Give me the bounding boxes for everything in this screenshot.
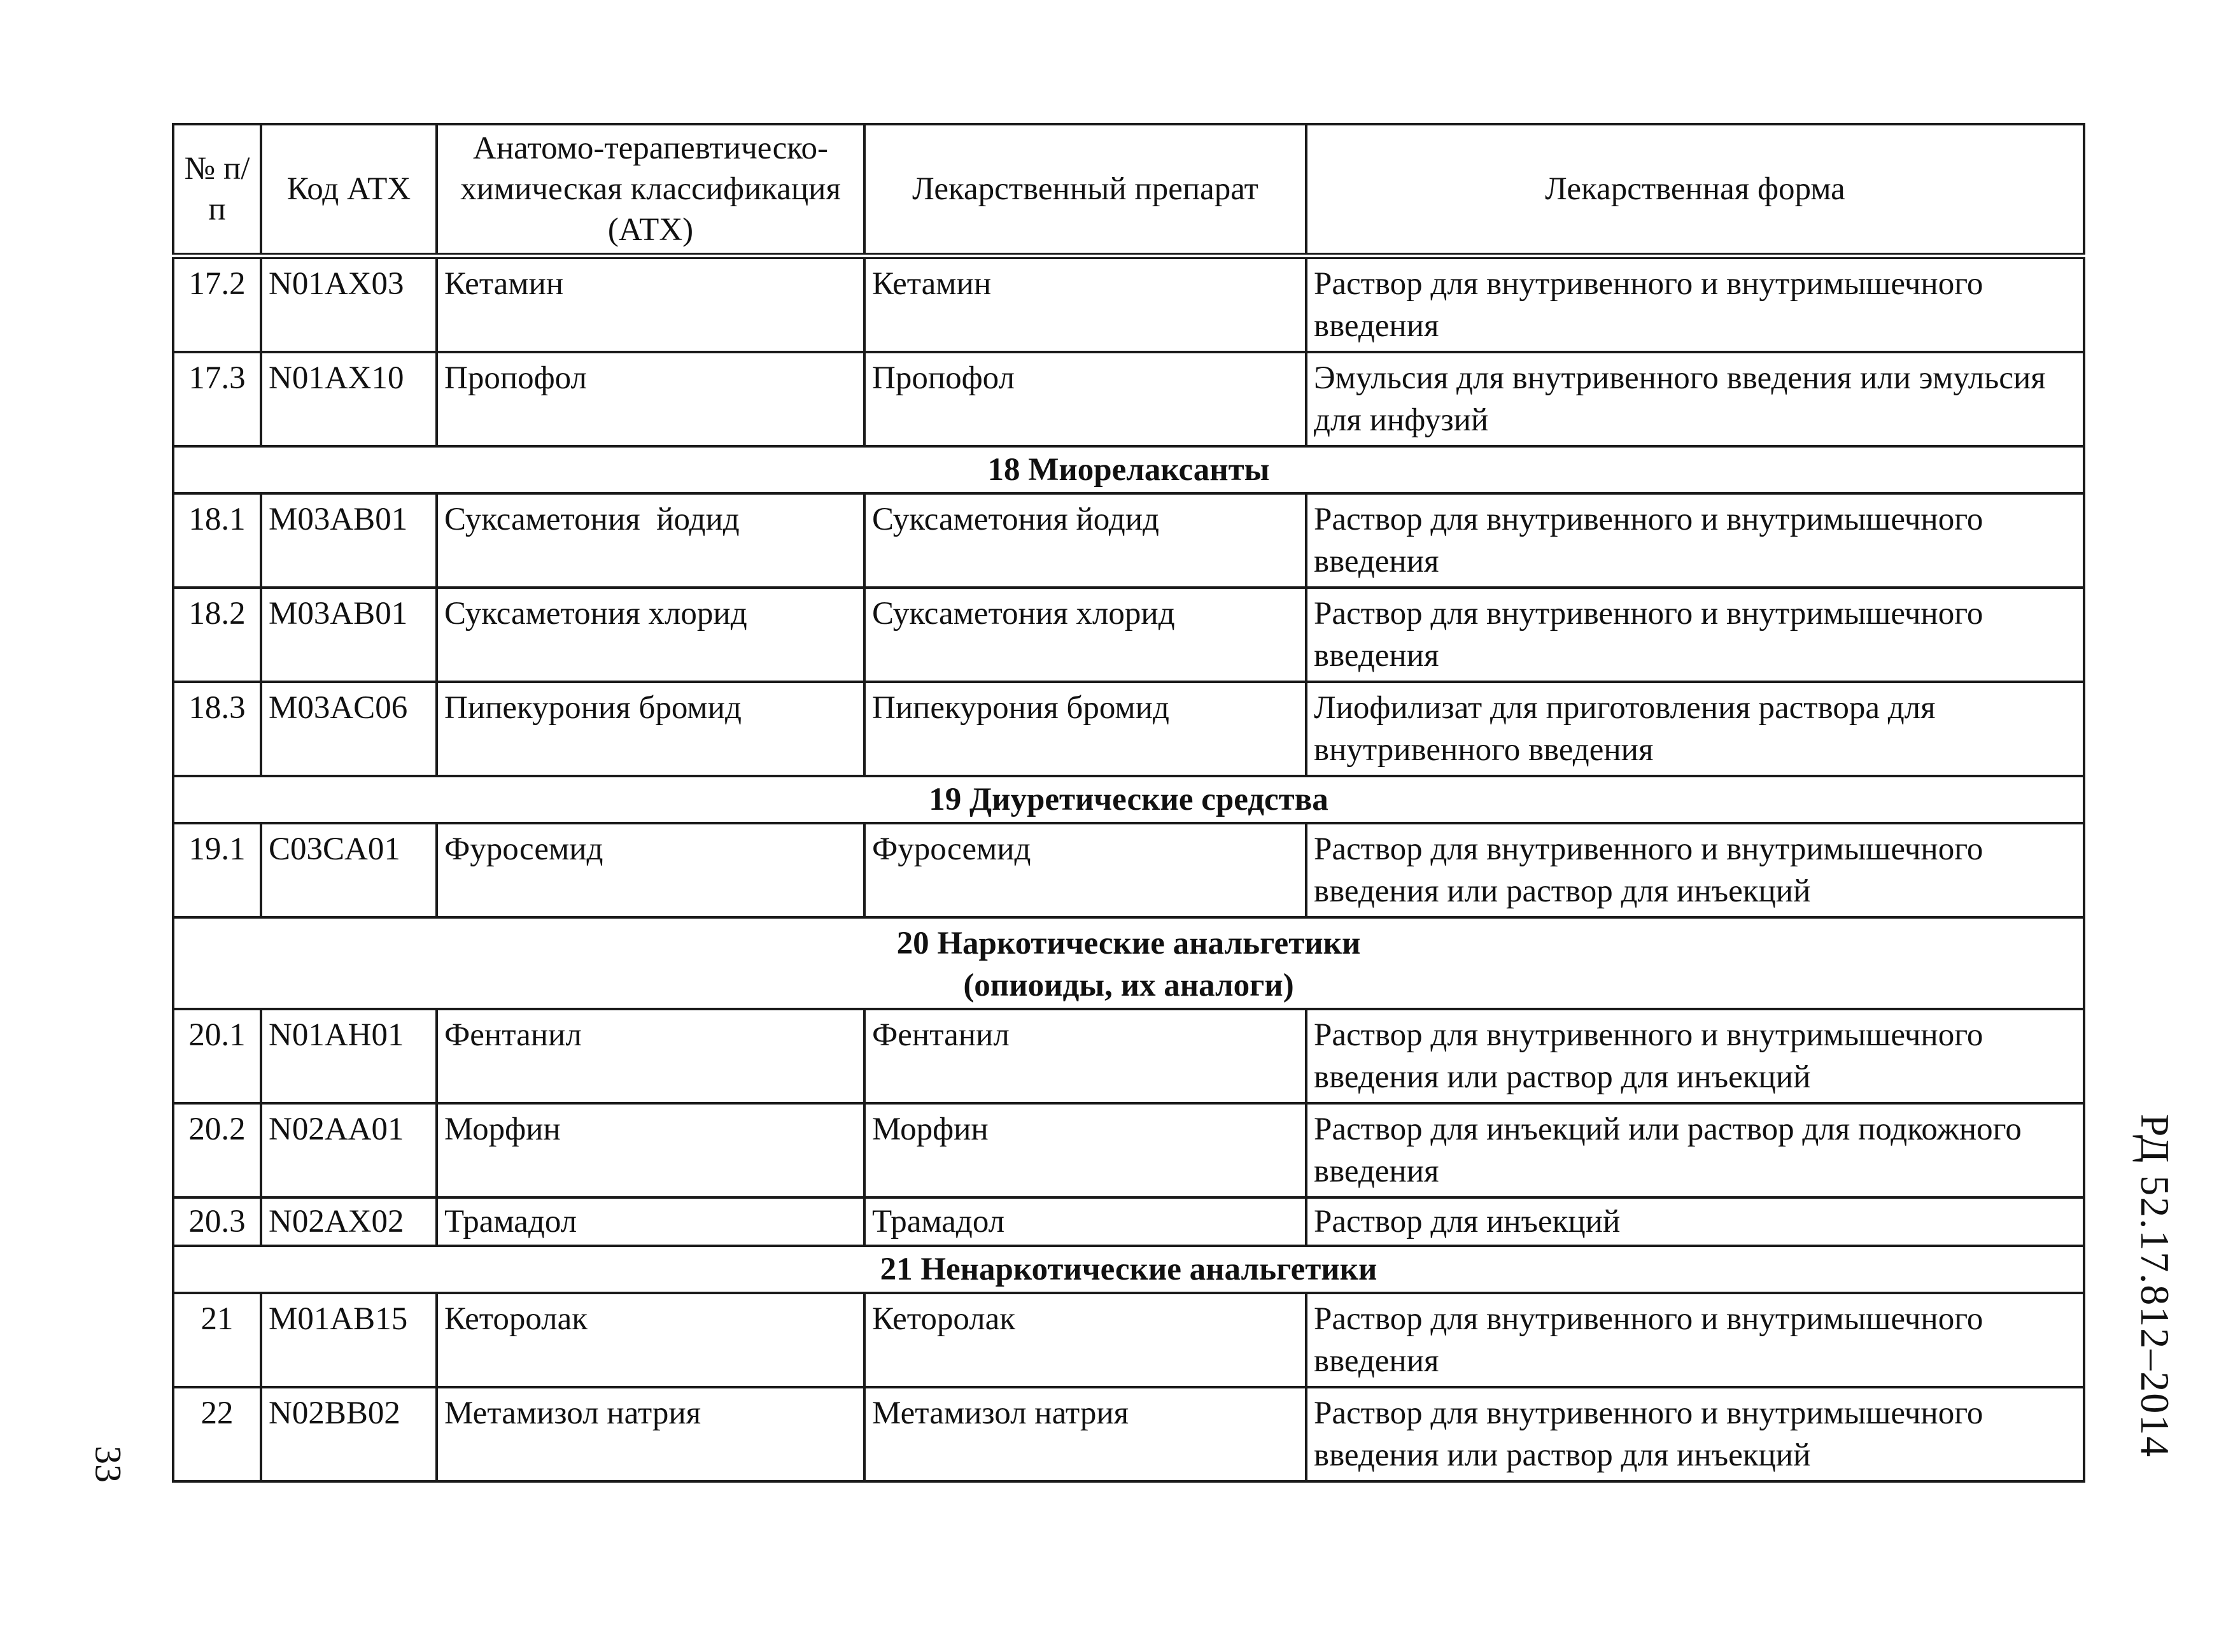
page-number: 33 [87, 1446, 129, 1483]
row-code: N01AX10 [261, 352, 437, 446]
row-num: 20.3 [173, 1197, 261, 1246]
row-drug: Суксаметония хлорид [864, 588, 1306, 682]
row-code: N01AX03 [261, 256, 437, 352]
table-row [173, 352, 2084, 446]
row-form: Раствор для внутривенного и внутримышечного введения [1306, 256, 2084, 352]
table-row [173, 588, 2084, 682]
row-drug: Суксаметония йодид [864, 493, 1306, 588]
table-row [173, 1009, 2084, 1103]
row-num: 22 [173, 1387, 261, 1481]
row-atx: Пропофол [437, 352, 864, 446]
header-code: Код АТХ [261, 124, 437, 256]
row-code: N02AX02 [261, 1197, 437, 1246]
row-drug: Фентанил [864, 1009, 1306, 1103]
row-atx: Пипекурония бромид [437, 682, 864, 776]
table-row [173, 682, 2084, 776]
table-row [173, 823, 2084, 917]
row-atx: Кеторолак [437, 1293, 864, 1387]
row-atx: Фуросемид [437, 823, 864, 917]
row-code: M01AB15 [261, 1293, 437, 1387]
table-row [173, 256, 2084, 352]
drug-table [172, 123, 2085, 1483]
row-form: Раствор для внутривенного и внутримышечного введения или раствор для инъекций [1306, 1387, 2084, 1481]
section-title [173, 917, 2084, 1009]
row-atx: Фентанил [437, 1009, 864, 1103]
row-num: 20.2 [173, 1103, 261, 1197]
row-drug: Кетамин [864, 256, 1306, 352]
row-drug: Кеторолак [864, 1293, 1306, 1387]
row-drug: Трамадол [864, 1197, 1306, 1246]
row-num: 19.1 [173, 823, 261, 917]
row-form: Раствор для внутривенного и внутримышечного введения [1306, 493, 2084, 588]
header-drug: Лекарственный препарат [864, 124, 1306, 256]
section-title: 21 Ненаркотические анальгетики [173, 1246, 2084, 1293]
row-num: 18.1 [173, 493, 261, 588]
row-code: M03AB01 [261, 588, 437, 682]
section-title: 19 Диуретические средства [173, 776, 2084, 823]
header-form: Лекарственная форма [1306, 124, 2084, 256]
row-num: 20.1 [173, 1009, 261, 1103]
row-code: N02AA01 [261, 1103, 437, 1197]
header-classification: Анатомо-терапевтическо-химическая классификация (АТХ) [437, 124, 864, 256]
row-form: Раствор для инъекций или раствор для подкожного введения [1306, 1103, 2084, 1197]
header-num: № п/п [173, 124, 261, 256]
row-num: 21 [173, 1293, 261, 1387]
row-code: C03CA01 [261, 823, 437, 917]
section-row [173, 917, 2084, 1009]
row-num: 17.2 [173, 256, 261, 352]
section-title-line1: 20 Наркотические анальгетики [896, 926, 1361, 961]
row-code: M03AC06 [261, 682, 437, 776]
row-drug: Метамизол натрия [864, 1387, 1306, 1481]
row-drug: Пипекурония бромид [864, 682, 1306, 776]
row-num: 18.2 [173, 588, 261, 682]
row-atx: Морфин [437, 1103, 864, 1197]
table-header-row [173, 124, 2084, 256]
section-row [173, 1246, 2084, 1293]
table-row [173, 493, 2084, 588]
row-num: 17.3 [173, 352, 261, 446]
table-row [173, 1197, 2084, 1246]
row-atx: Метамизол натрия [437, 1387, 864, 1481]
row-form: Раствор для инъекций [1306, 1197, 2084, 1246]
document-code: РД 52.17.812–2014 [2132, 1113, 2178, 1458]
row-atx: Трамадол [437, 1197, 864, 1246]
row-form: Раствор для внутривенного и внутримышечного введения или раствор для инъекций [1306, 823, 2084, 917]
row-form: Эмульсия для внутривенного введения или эмульсия для инфузий [1306, 352, 2084, 446]
table-row [173, 1387, 2084, 1481]
row-code: N01AH01 [261, 1009, 437, 1103]
row-atx: Суксаметония хлорид [437, 588, 864, 682]
row-drug: Морфин [864, 1103, 1306, 1197]
section-row [173, 776, 2084, 823]
row-form: Раствор для внутривенного и внутримышечного введения [1306, 1293, 2084, 1387]
table-row [173, 1293, 2084, 1387]
row-drug: Пропофол [864, 352, 1306, 446]
row-code: N02BB02 [261, 1387, 437, 1481]
row-form: Раствор для внутривенного и внутримышечного введения [1306, 588, 2084, 682]
row-form: Раствор для внутривенного и внутримышечного введения или раствор для инъекций [1306, 1009, 2084, 1103]
table-row [173, 1103, 2084, 1197]
row-atx: Суксаметония йодид [437, 493, 864, 588]
row-code: M03AB01 [261, 493, 437, 588]
section-title-line2: (опиоиды, их аналоги) [963, 968, 1294, 1003]
section-title: 18 Миорелаксанты [173, 446, 2084, 493]
row-drug: Фуросемид [864, 823, 1306, 917]
row-num: 18.3 [173, 682, 261, 776]
section-row [173, 446, 2084, 493]
row-form: Лиофилизат для приготовления раствора для внутривенного введения [1306, 682, 2084, 776]
row-atx: Кетамин [437, 256, 864, 352]
